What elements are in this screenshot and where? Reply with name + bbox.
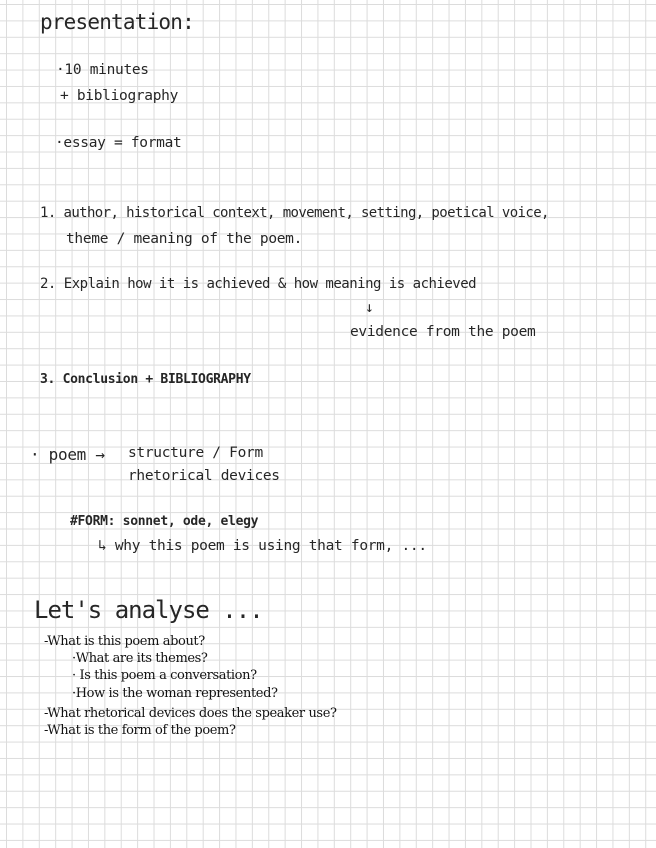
- form-line-1: #FORM: sonnet, ode, elegy: [70, 514, 259, 529]
- page-title: presentation:: [40, 10, 194, 34]
- question-item: ·How is the woman represented?: [72, 686, 278, 701]
- form-line-2: ↳ why this poem is using that form, ...: [98, 538, 427, 554]
- poem-rhetorical-devices: rhetorical devices: [128, 468, 280, 484]
- arrow-down-icon: ↓: [365, 300, 374, 316]
- point-1-line-2: theme / meaning of the poem.: [66, 231, 303, 247]
- question-item: -What is this poem about?: [44, 634, 205, 649]
- point-1-line-1: 1. author, historical context, movement, setting, poetical voice,: [40, 205, 549, 221]
- note-item-format: ·essay = format: [55, 135, 182, 151]
- note-item-bibliography: + bibliography: [60, 88, 179, 104]
- note-item-duration: ·10 minutes: [56, 62, 149, 78]
- poem-structure: structure / Form: [128, 445, 263, 461]
- question-item: -What is the form of the poem?: [44, 723, 236, 738]
- question-item: -What rhetorical devices does the speaker use?: [44, 706, 337, 721]
- question-item: ·What are its themes?: [72, 651, 208, 666]
- poem-label: · poem →: [30, 445, 105, 464]
- question-item: · Is this poem a conversation?: [72, 668, 257, 683]
- analysis-heading: Let's analyse ...: [34, 596, 263, 624]
- point-3: 3. Conclusion + BIBLIOGRAPHY: [40, 372, 251, 387]
- point-2-line-1: 2. Explain how it is achieved & how meaning is achieved: [40, 276, 477, 292]
- point-2-line-2: evidence from the poem: [350, 324, 536, 340]
